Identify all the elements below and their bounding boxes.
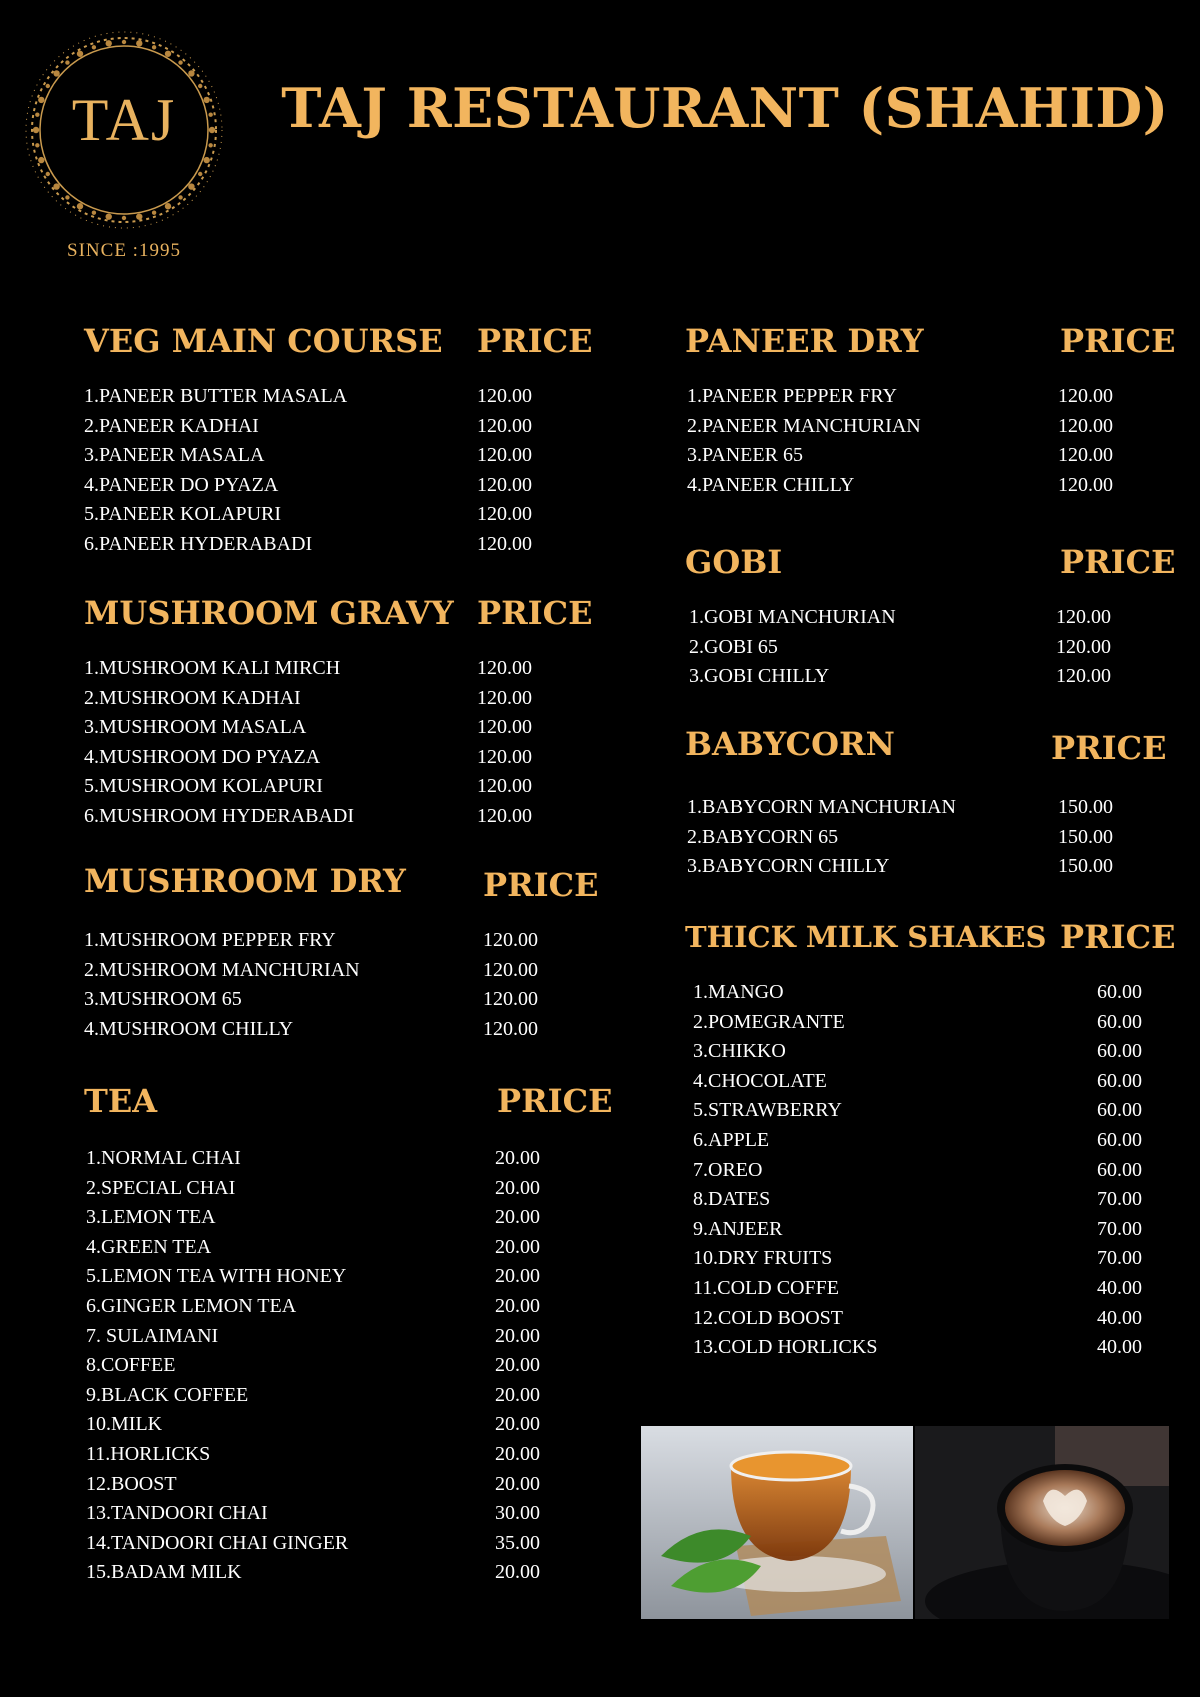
- menu-item-name: 10.MILK: [86, 1413, 163, 1436]
- price-heading: PRICE: [477, 322, 593, 360]
- menu-item-name: 6.MUSHROOM HYDERABADI: [84, 804, 355, 827]
- menu-item-name: 3.PANEER 65: [687, 444, 803, 467]
- menu-item-price: 20.00: [495, 1472, 540, 1495]
- menu-item-name: 1.MANGO: [693, 981, 784, 1003]
- menu-item-price: 60.00: [1097, 1099, 1142, 1122]
- menu-item-name: 6.APPLE: [693, 1128, 770, 1151]
- logo-text: TAJ: [71, 87, 177, 153]
- menu-item-price: 20.00: [495, 1176, 540, 1199]
- menu-item-name: 3.MUSHROOM 65: [84, 988, 242, 1011]
- menu-item-price: 40.00: [1097, 1306, 1142, 1329]
- menu-item-price: 30.00: [495, 1502, 540, 1525]
- menu-item-price: 120.00: [483, 958, 538, 981]
- menu-item-price: 120.00: [477, 745, 532, 768]
- menu-item-name: 1.GOBI MANCHURIAN: [689, 606, 896, 628]
- price-heading: PRICE: [1051, 729, 1167, 767]
- menu-item-price: 120.00: [477, 686, 532, 709]
- menu-item-name: 3.PANEER MASALA: [84, 444, 265, 467]
- menu-item-name: 7. SULAIMANI: [86, 1324, 219, 1347]
- menu-item-name: 5.STRAWBERRY: [693, 1099, 842, 1122]
- menu-item-price: 120.00: [477, 473, 532, 496]
- menu-item-price: 20.00: [495, 1265, 540, 1288]
- menu-item-price: 120.00: [477, 716, 532, 739]
- menu-item-price: 120.00: [1058, 473, 1113, 496]
- menu-item-name: 12.BOOST: [86, 1472, 177, 1495]
- menu-item-price: 120.00: [477, 804, 532, 827]
- menu-item-name: 12.COLD BOOST: [693, 1306, 844, 1329]
- menu-item-price: 70.00: [1097, 1247, 1142, 1270]
- price-heading: PRICE: [1060, 543, 1176, 581]
- menu-item-price: 120.00: [477, 657, 532, 679]
- menu-item-name: 2.PANEER MANCHURIAN: [687, 414, 921, 437]
- menu-item-name: 5.MUSHROOM KOLAPURI: [84, 775, 323, 798]
- menu-item-name: 3.BABYCORN CHILLY: [687, 855, 890, 878]
- menu-item-name: 2.PANEER KADHAI: [84, 414, 259, 437]
- menu-item-name: 2.POMEGRANTE: [693, 1010, 845, 1033]
- menu-item-price: 60.00: [1097, 1128, 1142, 1151]
- menu-item-name: 4.MUSHROOM DO PYAZA: [84, 745, 321, 768]
- menu-item-name: 6.PANEER HYDERABADI: [84, 532, 313, 555]
- menu-item-price: 120.00: [1056, 606, 1111, 628]
- menu-item-name: 4.CHOCOLATE: [693, 1069, 827, 1092]
- menu-item-name: 3.LEMON TEA: [86, 1206, 216, 1229]
- menu-item-price: 20.00: [495, 1324, 540, 1347]
- menu-item-name: 11.COLD COFFE: [693, 1276, 839, 1299]
- menu-item-price: 60.00: [1097, 981, 1142, 1003]
- menu-item-name: 4.MUSHROOM CHILLY: [84, 1017, 294, 1040]
- tea-cup-photo: [641, 1426, 913, 1619]
- menu-item-price: 35.00: [495, 1531, 540, 1554]
- since-text: SINCE :1995: [67, 240, 181, 261]
- menu-item-price: 120.00: [483, 988, 538, 1011]
- menu-item-name: 2.MUSHROOM KADHAI: [84, 686, 301, 709]
- menu-item-name: 4.GREEN TEA: [86, 1235, 212, 1258]
- price-heading: PRICE: [1060, 322, 1176, 360]
- menu-item-price: 120.00: [483, 929, 538, 951]
- price-heading: PRICE: [1060, 918, 1176, 956]
- menu-item-name: 5.PANEER KOLAPURI: [84, 503, 282, 526]
- section-heading: PANEER DRY: [685, 322, 924, 360]
- menu-item-price: 60.00: [1097, 1069, 1142, 1092]
- menu-item-name: 5.LEMON TEA WITH HONEY: [86, 1265, 347, 1288]
- menu-item-name: 1.MUSHROOM PEPPER FRY: [84, 929, 336, 951]
- coffee-latte-photo: [915, 1426, 1169, 1619]
- menu-item-price: 120.00: [477, 775, 532, 798]
- menu-item-name: 1.BABYCORN MANCHURIAN: [687, 796, 956, 818]
- menu-item-name: 2.GOBI 65: [689, 635, 778, 658]
- menu-item-name: 1.PANEER BUTTER MASALA: [84, 385, 348, 407]
- menu-item-name: 2.MUSHROOM MANCHURIAN: [84, 958, 360, 981]
- section-heading: BABYCORN: [685, 725, 895, 763]
- section-heading: VEG MAIN COURSE: [84, 322, 443, 360]
- menu-item-price: 20.00: [495, 1561, 540, 1584]
- menu-item-price: 20.00: [495, 1383, 540, 1406]
- menu-item-price: 70.00: [1097, 1217, 1142, 1240]
- menu-item-price: 20.00: [495, 1442, 540, 1465]
- menu-item-price: 20.00: [495, 1147, 540, 1169]
- section-heading: MUSHROOM DRY: [84, 862, 406, 900]
- section-heading: TEA: [84, 1082, 158, 1120]
- menu-item-price: 20.00: [495, 1206, 540, 1229]
- menu-item-name: 9.BLACK COFFEE: [86, 1383, 249, 1406]
- menu-item-price: 150.00: [1058, 825, 1113, 848]
- menu-item-name: 4.PANEER CHILLY: [687, 473, 855, 496]
- menu-item-price: 120.00: [1058, 385, 1113, 407]
- menu-item-price: 60.00: [1097, 1010, 1142, 1033]
- menu-item-price: 40.00: [1097, 1276, 1142, 1299]
- menu-item-name: 8.DATES: [693, 1188, 771, 1211]
- menu-item-name: 1.PANEER PEPPER FRY: [687, 385, 897, 407]
- section-heading: GOBI: [685, 543, 783, 581]
- menu-item-name: 2.SPECIAL CHAI: [86, 1176, 236, 1199]
- price-heading: PRICE: [497, 1082, 613, 1120]
- menu-item-name: 10.DRY FRUITS: [693, 1247, 833, 1270]
- menu-item-name: 4.PANEER DO PYAZA: [84, 473, 279, 496]
- menu-item-name: 9.ANJEER: [693, 1217, 783, 1240]
- menu-item-name: 3.MUSHROOM MASALA: [84, 716, 307, 739]
- menu-item-price: 120.00: [483, 1017, 538, 1040]
- menu-item-price: 40.00: [1097, 1336, 1142, 1359]
- menu-item-name: 1.NORMAL CHAI: [86, 1147, 241, 1169]
- section-heading: THICK MILK SHAKES: [685, 920, 1047, 954]
- restaurant-logo: [22, 28, 226, 232]
- menu-item-price: 120.00: [1056, 665, 1111, 688]
- menu-item-name: 13.COLD HORLICKS: [693, 1336, 878, 1359]
- menu-item-name: 14.TANDOORI CHAI GINGER: [86, 1531, 349, 1554]
- price-heading: PRICE: [483, 866, 599, 904]
- menu-item-name: 13.TANDOORI CHAI: [86, 1502, 268, 1525]
- menu-item-price: 20.00: [495, 1354, 540, 1377]
- menu-item-price: 120.00: [1058, 414, 1113, 437]
- menu-item-price: 120.00: [477, 414, 532, 437]
- menu-item-name: 15.BADAM MILK: [86, 1561, 242, 1584]
- menu-item-name: 11.HORLICKS: [86, 1442, 211, 1465]
- menu-item-name: 3.GOBI CHILLY: [689, 665, 830, 688]
- menu-item-name: 8.COFFEE: [86, 1354, 176, 1377]
- menu-item-price: 20.00: [495, 1294, 540, 1317]
- menu-item-price: 60.00: [1097, 1040, 1142, 1063]
- menu-item-price: 60.00: [1097, 1158, 1142, 1181]
- menu-item-price: 120.00: [477, 503, 532, 526]
- menu-item-price: 20.00: [495, 1413, 540, 1436]
- menu-item-price: 150.00: [1058, 855, 1113, 878]
- menu-item-price: 120.00: [1056, 635, 1111, 658]
- page-title: TAJ RESTAURANT (SHAHID): [281, 76, 1169, 140]
- menu-item-price: 150.00: [1058, 796, 1113, 818]
- menu-item-name: 7.OREO: [693, 1158, 763, 1181]
- menu-item-price: 120.00: [477, 385, 532, 407]
- menu-item-name: 2.BABYCORN 65: [687, 825, 839, 848]
- menu-item-price: 120.00: [477, 444, 532, 467]
- menu-item-price: 120.00: [477, 532, 532, 555]
- menu-item-name: 1.MUSHROOM KALI MIRCH: [84, 657, 341, 679]
- menu-item-price: 20.00: [495, 1235, 540, 1258]
- menu-item-price: 120.00: [1058, 444, 1113, 467]
- section-heading: MUSHROOM GRAVY: [84, 594, 454, 632]
- price-heading: PRICE: [477, 594, 593, 632]
- menu-item-name: 6.GINGER LEMON TEA: [86, 1294, 297, 1317]
- menu-item-price: 70.00: [1097, 1188, 1142, 1211]
- menu-item-name: 3.CHIKKO: [693, 1040, 786, 1063]
